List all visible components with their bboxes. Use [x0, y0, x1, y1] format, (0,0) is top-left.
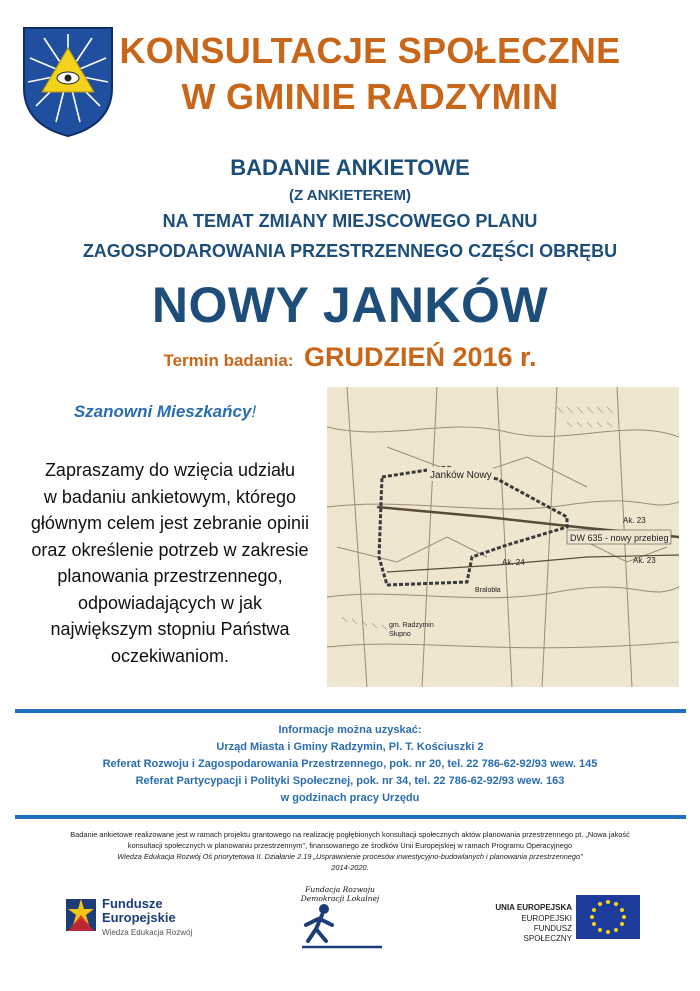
place-name: NOWY JANKÓW — [151, 277, 549, 333]
map-label-town: Janków Nowy — [430, 470, 492, 481]
eu-line1: UNIA EUROPEJSKA — [495, 903, 572, 912]
frdl-line1: Fundacja Rozwoju — [305, 885, 375, 894]
greeting-punct: ! — [251, 402, 257, 421]
frdl-logo — [280, 883, 400, 953]
body-line: oczekiwaniom. — [110, 645, 230, 666]
walking-figure-icon — [298, 903, 382, 949]
info-referat-1: Referat Rozwoju i Zagospodarowania Przestrzennego, pok. nr 20, tel. 22 786-62-92/93 wew. 145 — [102, 758, 598, 770]
page-title-line2: W GMINIE RADZYMIN — [181, 76, 559, 117]
fundusze-europejskie-logo — [66, 893, 206, 943]
map-label-gm: gm. Radzymin — [389, 622, 434, 629]
divider-bottom — [15, 815, 686, 819]
survey-date-value: GRUDZIEŃ 2016 r. — [303, 342, 537, 372]
frdl-line2: Demokracji Lokalnej — [300, 894, 380, 903]
body-line: Zapraszamy do wzięcia udziału — [44, 460, 296, 480]
greeting-text: Szanowni Mieszkańcy — [73, 402, 252, 421]
page-title-line1: KONSULTACJE SPOŁECZNE — [119, 30, 621, 71]
divider-top — [15, 709, 686, 713]
footnote-line: konsultacji społecznych w planowaniu przestrzennym", finansowanego ze środków Unii Europejskiej w ramach Programu Operacyjnego — [127, 841, 573, 850]
body-line: oraz określenie potrzeb w zakresie — [31, 539, 309, 560]
fe-star-icon — [66, 895, 96, 935]
contact-info — [0, 722, 700, 807]
survey-date — [0, 342, 700, 373]
map-label-gm2: Słupno — [389, 631, 411, 638]
subtitle-line2: (Z ANKIETEREM) — [289, 187, 411, 204]
info-heading: Informacje można uzyskać: — [278, 724, 422, 736]
invitation-text — [20, 457, 320, 669]
area-map-image — [327, 387, 679, 687]
footnote-line: 2014-2020. — [331, 863, 369, 872]
eu-flag-icon — [576, 895, 640, 939]
eu-line2: EUROPEJSKI — [521, 914, 572, 923]
fe-title-line2: Europejskie — [102, 910, 176, 925]
eu-social-fund-logo — [484, 893, 644, 943]
map-label-ak3: Ak. 23 — [633, 556, 656, 565]
funding-note — [20, 829, 680, 873]
body-line: odpowiadających w jak — [77, 592, 263, 613]
footnote-line: Badanie ankietowe realizowane jest w ramach projektu grantowego na realizację pogłębionych konsultacji społecznych aktów planowania przestrzennego pt. „Nowa jakość — [70, 830, 630, 839]
body-line: w badaniu ankietowym, którego — [43, 486, 297, 507]
fe-program: Wiedza Edukacja Rozwój — [102, 928, 193, 937]
info-referat-2: Referat Partycypacji i Polityki Społecznej, pok. nr 34, tel. 22 786-62-92/93 wew. 163 — [135, 775, 565, 787]
map-label-ak1: Ak. 23 — [623, 516, 646, 525]
map-label-ak2: Ak. 24 — [502, 558, 525, 567]
radzymin-coat-of-arms — [22, 26, 114, 138]
subtitle-line3: NA TEMAT ZMIANY MIEJSCOWEGO PLANU — [162, 211, 538, 231]
info-hours: w godzinach pracy Urzędu — [280, 792, 420, 804]
body-line: planowania przestrzennego, — [57, 566, 283, 586]
body-line: największym stopniu Państwa — [50, 619, 290, 639]
subtitle-line4: ZAGOSPODAROWANIA PRZESTRZENNEGO CZĘŚCI OBRĘBU — [82, 241, 618, 261]
survey-date-label: Termin badania: — [163, 351, 294, 370]
map-label-road: DW 635 - nowy przebieg — [570, 533, 669, 543]
map-label-bottom: Bralobła — [475, 587, 501, 594]
greeting — [30, 402, 300, 422]
eu-line3: FUNDUSZ SPOŁECZNY — [523, 924, 572, 943]
footnote-line: Wiedza Edukacja Rozwój Oś priorytetowa II. Działanie 2.19 „Usprawnienie procesów inwestycyjno-budowlanych i planowania przestrzennego" — [117, 852, 583, 861]
fe-title-line1: Fundusze — [102, 896, 163, 911]
subtitle-line1: BADANIE ANKIETOWE — [230, 155, 470, 180]
info-office: Urząd Miasta i Gminy Radzymin, Pl. T. Kościuszki 2 — [216, 741, 484, 753]
body-line: głównym celem jest zebranie opinii — [30, 513, 310, 533]
